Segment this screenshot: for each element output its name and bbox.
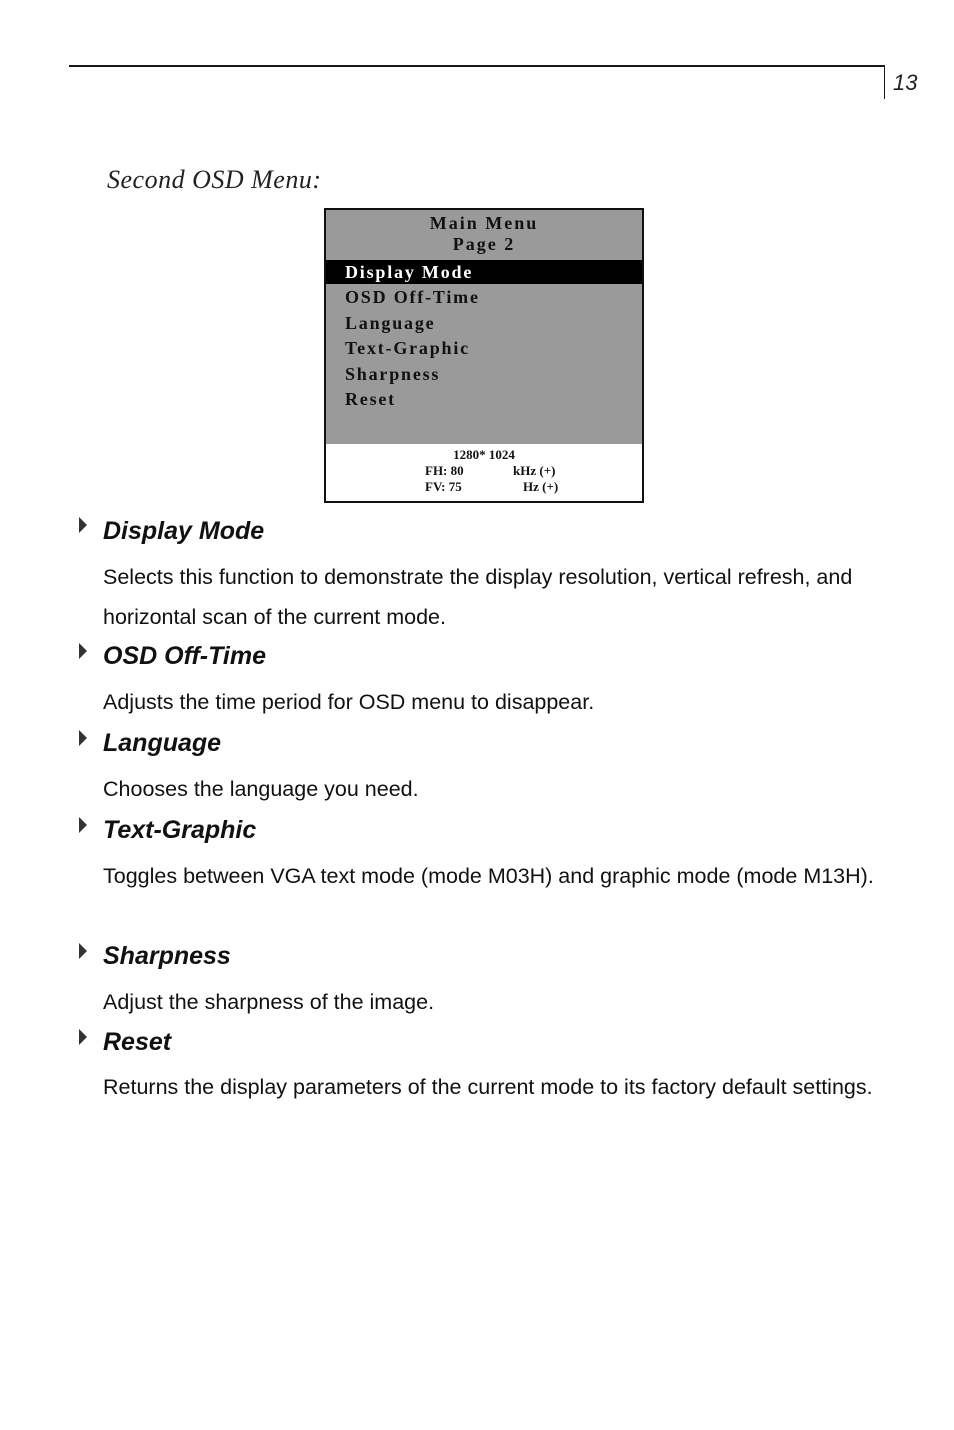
entry-title-reset: Reset xyxy=(103,1028,172,1056)
osd-item-label: OSD Off-Time xyxy=(345,287,480,307)
entry-body-text-graphic: Toggles between VGA text mode (mode M03H) and graphic mode (mode M13H). xyxy=(103,864,874,888)
bullet-arrow-icon xyxy=(79,517,87,533)
osd-item-sharpness xyxy=(326,362,642,386)
osd-item-osd-off-time xyxy=(326,285,642,309)
entry-title-osd-off-time: OSD Off-Time xyxy=(103,642,266,670)
entry-body-reset: Returns the display parameters of the current mode to its factory default settings. xyxy=(103,1075,873,1099)
bullet-arrow-icon xyxy=(79,730,87,746)
entry-body-language: Chooses the language you need. xyxy=(103,777,419,801)
osd-vertical-unit: Hz (+) xyxy=(523,479,559,494)
header-rule xyxy=(69,65,885,67)
osd-item-reset xyxy=(326,387,642,411)
header-vertical-rule xyxy=(884,65,885,99)
bullet-arrow-icon xyxy=(79,643,87,659)
osd-item-language xyxy=(326,311,642,335)
bullet-arrow-icon xyxy=(79,1029,87,1045)
osd-item-label: Reset xyxy=(345,389,396,409)
bullet-arrow-icon xyxy=(79,943,87,959)
osd-menu-title: Main Menu xyxy=(429,213,539,233)
osd-item-label: Sharpness xyxy=(345,364,441,384)
entry-body-osd-off-time: Adjusts the time period for OSD menu to disappear. xyxy=(103,690,595,714)
entry-title-language: Language xyxy=(103,729,222,757)
osd-vertical-frequency: FV: 75 xyxy=(425,479,462,494)
osd-item-text-graphic xyxy=(326,336,642,360)
osd-item-label: Text-Graphic xyxy=(345,338,470,358)
entry-title-display-mode: Display Mode xyxy=(103,517,265,545)
page-number: 13 xyxy=(893,70,918,95)
entry-title-sharpness: Sharpness xyxy=(103,942,231,970)
osd-item-label: Language xyxy=(345,313,436,333)
bullet-arrow-icon xyxy=(79,817,87,833)
osd-menu-illustration xyxy=(324,208,644,503)
osd-item-display-mode xyxy=(326,260,642,284)
entry-body-display-mode: Selects this function to demonstrate the display resolution, vertical refresh, and horizontal scan of the current mode. xyxy=(103,565,853,629)
osd-menu-page: Page 2 xyxy=(452,234,516,254)
osd-horizontal-frequency: FH: 80 xyxy=(425,463,464,478)
osd-item-label: Display Mode xyxy=(345,262,474,282)
osd-horizontal-unit: kHz (+) xyxy=(513,463,556,478)
entry-body-sharpness: Adjust the sharpness of the image. xyxy=(103,990,435,1014)
entry-title-text-graphic: Text-Graphic xyxy=(103,816,257,844)
osd-resolution: 1280* 1024 xyxy=(453,447,515,462)
section-caption: Second OSD Menu: xyxy=(107,165,322,194)
osd-status-footer xyxy=(326,444,642,501)
